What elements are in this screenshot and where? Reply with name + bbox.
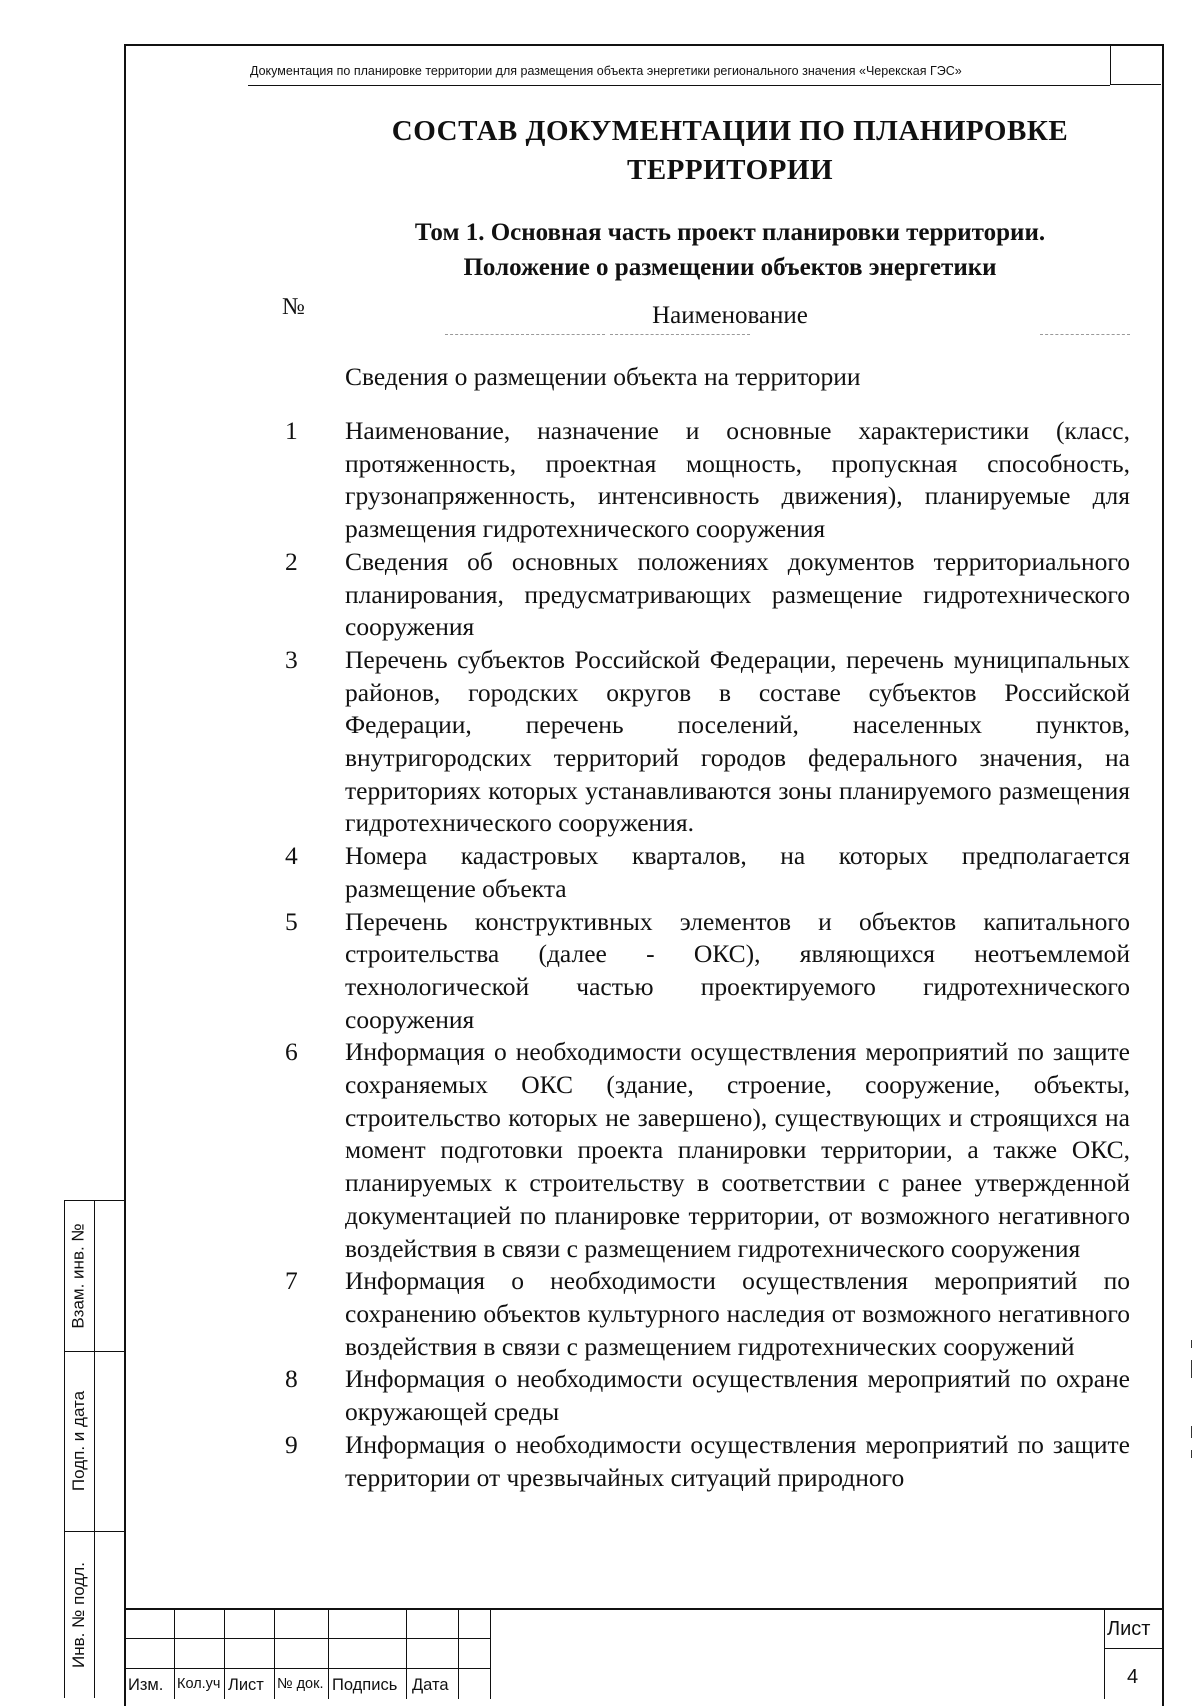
stamp-col-line: [458, 1610, 459, 1699]
item-number: 9: [285, 1429, 298, 1459]
section-heading: Сведения о размещении объекта на территории: [345, 362, 861, 391]
scan-mark: [1191, 1360, 1192, 1378]
item-number: 1: [285, 416, 298, 445]
subtitle-line-1: Том 1. Основная часть проект планировки территории.: [414, 219, 1046, 246]
item-text: Информация о необходимости осуществления мероприятий по сохранению объектов культурного наследия от возможного негативного воздействия в связи с размещением гидротехнических сооружений: [345, 1266, 1130, 1361]
label-text: Инв. № подл.: [69, 1561, 88, 1668]
subtitle-line-2: Положение о размещении объектов энергетики: [463, 254, 997, 281]
side-stamp-strip: [64, 1200, 124, 1698]
item-number: 4: [285, 841, 298, 871]
item-text: Информация о необходимости осуществления мероприятий по охране окружающей среды: [345, 1364, 1130, 1427]
title-line-1: СОСТАВ ДОКУМЕНТАЦИИ ПО ПЛАНИРОВКЕ: [391, 115, 1069, 147]
list-item: [270, 546, 1130, 644]
replacement-inventory-label: [64, 1201, 94, 1351]
column-header-rule-mid: [610, 334, 750, 335]
item-text: Перечень конструктивных элементов и объектов капитального строительства (далее - ОКС), являющихся неотъемлемой технологической частью проектируемого гидротехнического сооружения: [345, 906, 1130, 1034]
stamp-date-label: Дата: [412, 1676, 449, 1694]
item-text: Сведения об основных положениях документов территориального планирования, предусматривающих размещение гидротехнического сооружения: [345, 546, 1130, 642]
list-item: [270, 1265, 1130, 1363]
stamp-doc-number-label: № док.: [277, 1676, 324, 1692]
stamp-row-line: [124, 1638, 490, 1639]
item-number: 5: [285, 906, 298, 936]
title-line-2: ТЕРРИТОРИИ: [626, 154, 834, 186]
stamp-col-line: [328, 1610, 329, 1699]
item-text: Информация о необходимости осуществления мероприятий по защите сохраняемых ОКС (здание, строение, сооружение, объекты, строительство которых не завершено), существующих и строящихся на момент подготовки проекта планировки территории, а также ОКС, планируемых к строительству в соответствии с ранее утвержденной документацией по планировке территории, от возможного негативного воздействия в связи с размещением гидротехнического сооружения: [345, 1037, 1130, 1263]
item-number: 2: [285, 546, 298, 576]
label-text: Подп. и дата: [69, 1390, 89, 1492]
item-number: 8: [285, 1364, 298, 1394]
contents-list: [270, 415, 1130, 1494]
sheet-number: 4: [1127, 1666, 1139, 1688]
page-title: [250, 112, 1200, 190]
original-inventory-label: [64, 1531, 94, 1698]
column-header-rule-right: [1040, 334, 1130, 335]
item-number: 7: [285, 1266, 298, 1296]
stamp-izm-label: Изм.: [128, 1676, 164, 1694]
header-rule: [248, 85, 1110, 86]
list-item: [270, 1036, 1130, 1265]
stamp-col-line: [490, 1610, 491, 1699]
item-number: 3: [285, 644, 298, 674]
strip-divider: [94, 1201, 95, 1698]
signature-date-label: [64, 1351, 94, 1531]
list-item: [270, 415, 1130, 546]
stamp-col-line: [274, 1610, 275, 1699]
scan-mark: [1191, 1340, 1192, 1348]
list-item: [270, 644, 1130, 840]
item-text: Перечень субъектов Российской Федерации, перечень муниципальных районов, городских округов в составе субъектов Российской Федерации, перечень поселений, населенных пунктов, внутригородских территорий городов федерального значения, на территориях которых устанавливаются зоны планируемого размещения гидротехнического сооружения.: [345, 644, 1130, 838]
list-item: [270, 1429, 1130, 1494]
column-header-rule-left: [445, 334, 605, 335]
header-corner-box: [1110, 44, 1161, 85]
scan-mark: [1191, 1450, 1192, 1458]
item-text: Наименование, назначение и основные характеристики (класс, протяженность, проектная мощность, пропускная способность, грузонапряженность, интенсивность движения), планируемые для размещения гидротехнического сооружения: [345, 416, 1130, 544]
item-text: Информация о необходимости осуществления мероприятий по защите территории от чрезвычайных ситуаций природного: [345, 1429, 1130, 1492]
list-item: [270, 840, 1130, 905]
stamp-col-line: [406, 1610, 407, 1699]
sheet-label: Лист: [1107, 1618, 1151, 1640]
document-header: Документация по планировке территории для размещения объекта энергетики регионального значения «Черекская ГЭС»: [250, 64, 962, 78]
scan-mark: [1191, 1426, 1192, 1438]
volume-subtitle: [250, 215, 1200, 285]
list-item: [270, 1363, 1130, 1428]
item-text: Номера кадастровых кварталов, на которых предполагается размещение объекта: [345, 841, 1130, 903]
stamp-list-label: Лист: [228, 1676, 264, 1694]
stamp-col-line: [174, 1610, 175, 1699]
label-text: Взам. инв. №: [69, 1223, 89, 1329]
stamp-row-line: [124, 1668, 490, 1669]
stamp-col-line: [224, 1610, 225, 1699]
item-number: 6: [285, 1037, 298, 1067]
column-header-number: №: [282, 294, 305, 320]
stamp-signature-label: Подпись: [332, 1676, 398, 1694]
stamp-col-line: [1104, 1610, 1105, 1699]
stamp-row-line: [1104, 1648, 1162, 1649]
column-header-name: Наименование: [652, 302, 808, 329]
stamp-kol-uch-label: Кол.уч: [177, 1676, 221, 1692]
list-item: [270, 906, 1130, 1037]
title-block-stamp: [124, 1608, 1162, 1699]
